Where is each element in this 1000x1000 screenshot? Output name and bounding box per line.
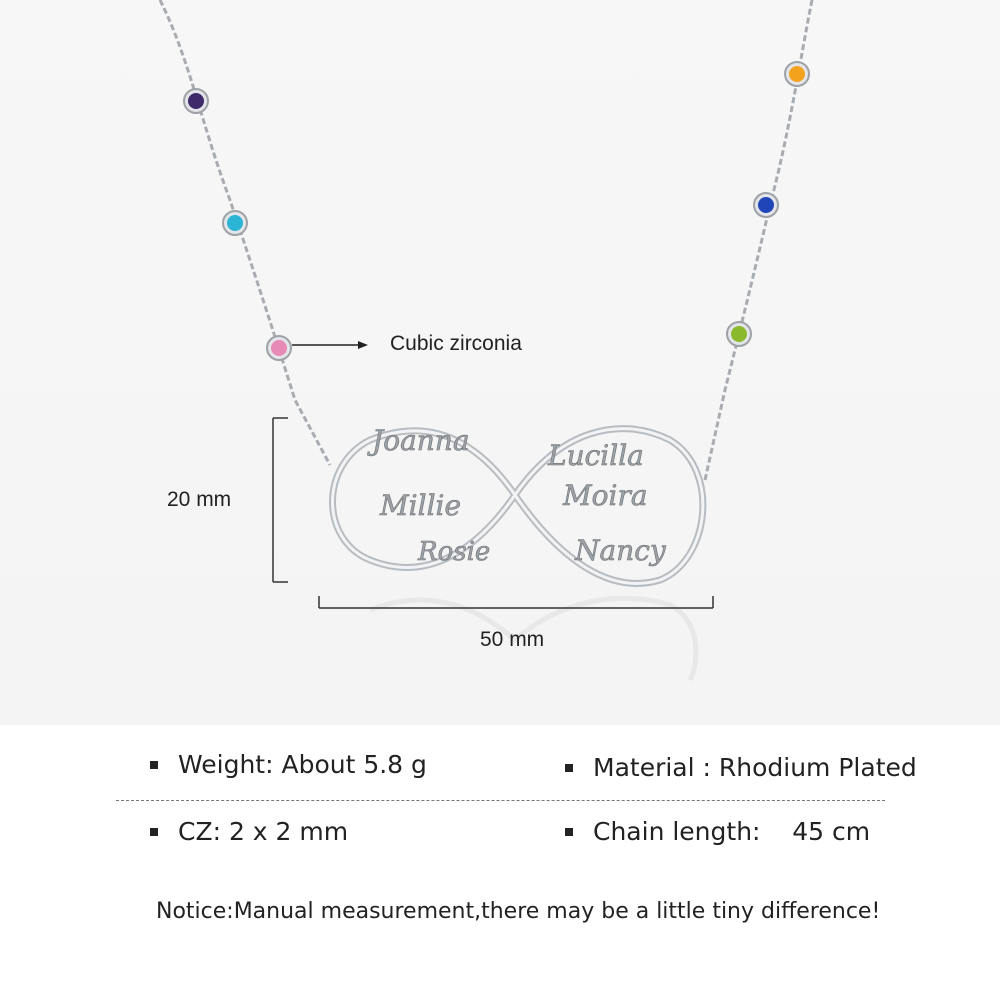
bullet-icon — [565, 828, 573, 836]
stone-3 — [267, 336, 291, 360]
height-dimension — [273, 418, 288, 582]
pendant-name-2: Millie — [380, 489, 462, 522]
spec-cz — [150, 817, 348, 846]
stone-1 — [184, 89, 208, 113]
pendant-name-5: Moira — [563, 479, 648, 512]
bullet-icon — [150, 761, 158, 769]
notice-text: Notice:Manual measurement,there may be a little tiny difference! — [156, 899, 881, 924]
spec-weight-text: Weight: About 5.8 g — [178, 750, 427, 779]
infinity-pendant — [333, 424, 703, 583]
stone-label: Cubic zirconia — [390, 332, 522, 355]
pendant-name-3: Rosie — [418, 537, 491, 567]
stone-6 — [727, 322, 751, 346]
height-label: 20 mm — [167, 488, 232, 511]
stone-5 — [754, 193, 778, 217]
spec-cz-text: CZ: 2 x 2 mm — [178, 817, 349, 846]
divider — [116, 800, 885, 801]
pendant-name-6: Nancy — [575, 534, 666, 567]
bullet-icon — [565, 764, 573, 772]
stone-2 — [223, 211, 247, 235]
pointer-arrowhead — [358, 341, 368, 349]
stone-4 — [785, 62, 809, 86]
spec-material-text: Material : Rhodium Plated — [593, 753, 917, 782]
spec-chain-length — [565, 817, 870, 846]
pendant-name-1: Joanna — [372, 424, 470, 457]
spec-material — [565, 753, 917, 782]
width-label: 50 mm — [480, 628, 545, 651]
spec-chain-length-text: Chain length: 45 cm — [593, 817, 871, 846]
left-chain — [160, 0, 330, 465]
bullet-icon — [150, 828, 158, 836]
spec-weight — [150, 750, 427, 779]
pendant-name-4: Lucilla — [548, 439, 644, 472]
